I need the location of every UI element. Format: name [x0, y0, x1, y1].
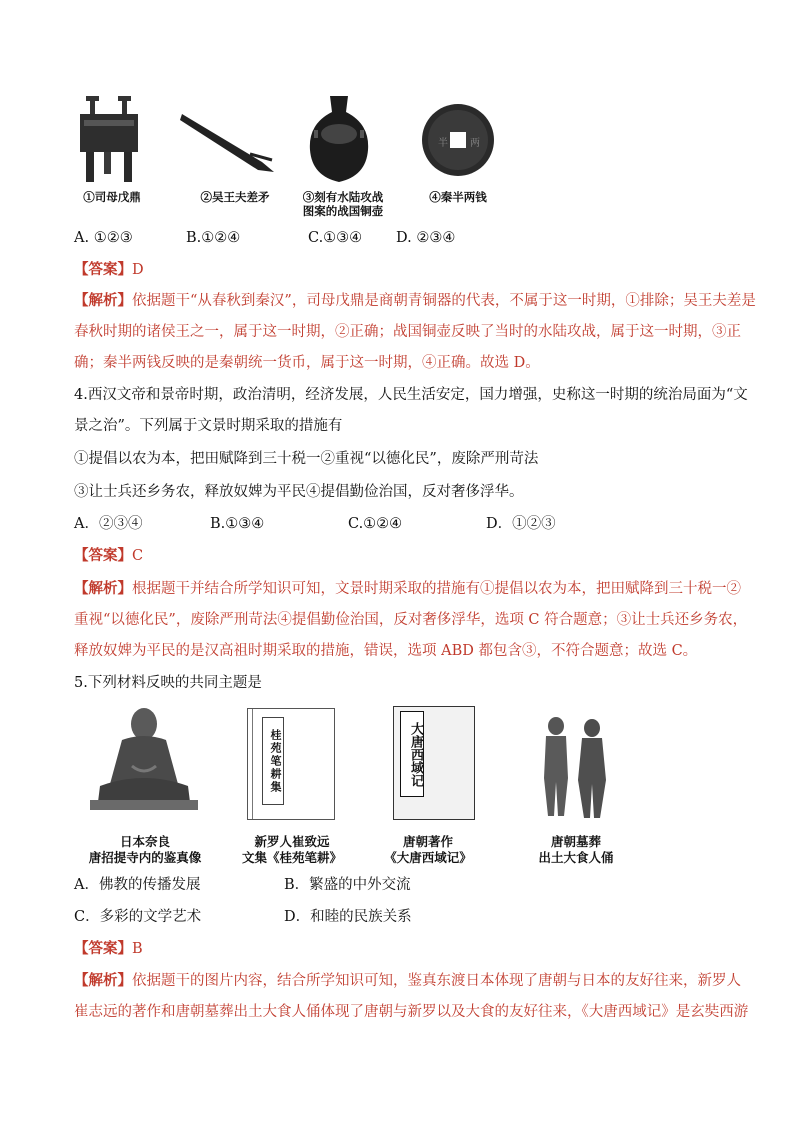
analysis-label: 【解析】 — [74, 292, 132, 309]
statue-icon — [86, 706, 202, 812]
caption-coin: ④秦半两钱 — [429, 190, 487, 204]
q3-answer — [74, 260, 144, 280]
book-guiyuan — [247, 708, 335, 820]
q3-analysis-line-3: 确；秦半两钱反映的是秦朝统一货币，属于这一时期，④正确。故选 D。 — [74, 355, 540, 371]
spear-image — [178, 108, 276, 178]
q5-analysis-line-2: 崔志远的著作和唐朝墓葬出土大食人俑体现了唐朝与新罗以及大食的友好往来，《大唐西域记》是玄奘西游 — [74, 1004, 749, 1020]
caption-spear: ②吴王夫差矛 — [200, 190, 270, 204]
coin-image — [420, 100, 496, 180]
caption-datang-2: 《大唐西域记》 — [384, 850, 472, 865]
q5-option-a[interactable]: A．佛教的传播发展 — [74, 877, 201, 893]
caption-guiyuan-2: 文集《桂苑笔耕》 — [241, 850, 342, 865]
analysis-label: 【解析】 — [74, 972, 132, 989]
q5-option-d[interactable]: D．和睦的民族关系 — [284, 909, 412, 925]
q5-option-c[interactable]: C．多彩的文学艺术 — [74, 909, 202, 925]
bronze-pot-image — [306, 94, 372, 184]
caption-figurines-1: 唐朝墓葬 — [550, 834, 601, 849]
q3-option-a[interactable]: A. ①②③ — [74, 230, 133, 246]
analysis-text: 依据题干的图片内容，结合所学知识可知，鉴真东渡日本体现了唐朝与日本的友好往来，新罗人 — [132, 973, 741, 989]
q3-analysis-line-2: 春秋时期的诸侯王之一，属于这一时期，②正确；战国铜壶反映了当时的水陆攻战，属于这一时期，③正 — [74, 324, 741, 340]
book-cover-label: 桂苑笔耕集 — [262, 717, 284, 805]
q3-option-d[interactable]: D. ②③④ — [396, 230, 456, 246]
answer-label: 【答案】 — [74, 940, 132, 957]
q4-option-c[interactable]: C.①②④ — [348, 516, 403, 532]
caption-statue-1: 日本奈良 — [119, 834, 170, 849]
q4-option-b[interactable]: B.①③④ — [210, 516, 265, 532]
caption-ding: ①司母戊鼎 — [83, 190, 141, 204]
svg-text:半: 半 — [438, 138, 448, 149]
caption-figurines-2: 出土大食人俑 — [538, 850, 614, 865]
book-cover-label: 大唐西域记 — [400, 711, 424, 797]
q4-item-line-1: ①提倡以农为本，把田赋降到三十税一②重视“以德化民”，废除严刑苛法 — [74, 451, 539, 467]
ding-image — [76, 96, 142, 184]
answer-value: C — [132, 548, 144, 564]
answer-value: B — [132, 941, 143, 957]
ding-icon — [76, 96, 142, 184]
q3-option-c[interactable]: C.①③④ — [308, 230, 363, 246]
figurines-icon — [536, 716, 614, 820]
book-datang — [393, 706, 475, 820]
answer-label: 【答案】 — [74, 547, 132, 564]
answer-value: D — [132, 262, 144, 278]
q5-stem: 5.下列材料反映的共同主题是 — [74, 675, 262, 691]
q5-option-b[interactable]: B．繁盛的中外交流 — [284, 877, 411, 893]
bronze-pot-icon — [306, 94, 372, 184]
q4-item-line-2: ③让士兵还乡务农，释放奴婢为平民④提倡勤俭治国，反对奢侈浮华。 — [74, 484, 524, 500]
q4-analysis-line-1 — [74, 579, 741, 599]
q5-answer — [74, 939, 143, 959]
q4-option-d[interactable]: D．①②③ — [486, 516, 556, 532]
caption-pot-2: 图案的战国铜壶 — [302, 204, 384, 218]
caption-guiyuan-1: 新罗人崔致远 — [254, 834, 330, 849]
analysis-text: 根据题干并结合所学知识可知，文景时期采取的措施有①提倡以农为本，把田赋降到三十税一② — [132, 581, 741, 597]
q4-stem-line-2: 景之治”。下列属于文景时期采取的措施有 — [74, 418, 343, 434]
q3-option-b[interactable]: B.①②④ — [186, 230, 241, 246]
q4-option-a[interactable]: A．②③④ — [74, 516, 143, 532]
q3-analysis-line-1 — [74, 291, 756, 311]
figurines-image — [536, 716, 614, 820]
q4-analysis-line-2: 重视“以德化民”，废除严刑苛法④提倡勤俭治国，反对奢侈浮华，选项 C 符合题意；③让士兵还乡务农， — [74, 612, 748, 628]
book-spine-lines — [252, 709, 253, 819]
answer-label: 【答案】 — [74, 261, 132, 278]
caption-datang-1: 唐朝著作 — [402, 834, 453, 849]
caption-pot-1: ③刻有水陆攻战 — [302, 190, 384, 204]
statue-image — [86, 706, 202, 812]
q4-answer — [74, 546, 143, 566]
caption-statue-2: 唐招提寺内的鉴真像 — [88, 850, 202, 865]
q4-analysis-line-3: 释放奴婢为平民的是汉高祖时期采取的措施，错误，选项 ABD 都包含③，不符合题意；故选 C。 — [74, 643, 698, 659]
q5-analysis-line-1 — [74, 971, 741, 991]
analysis-text: 依据题干“从春秋到秦汉”，司母戊鼎是商朝青铜器的代表，不属于这一时期，①排除；吴王夫差是 — [132, 293, 756, 309]
svg-text:两: 两 — [470, 138, 480, 149]
spear-icon — [178, 108, 276, 178]
q4-stem-line-1: 4.西汉文帝和景帝时期，政治清明，经济发展，人民生活安定，国力增强，史称这一时期的统治局面为“文 — [74, 387, 748, 403]
coin-icon — [420, 100, 496, 180]
analysis-label: 【解析】 — [74, 580, 132, 597]
